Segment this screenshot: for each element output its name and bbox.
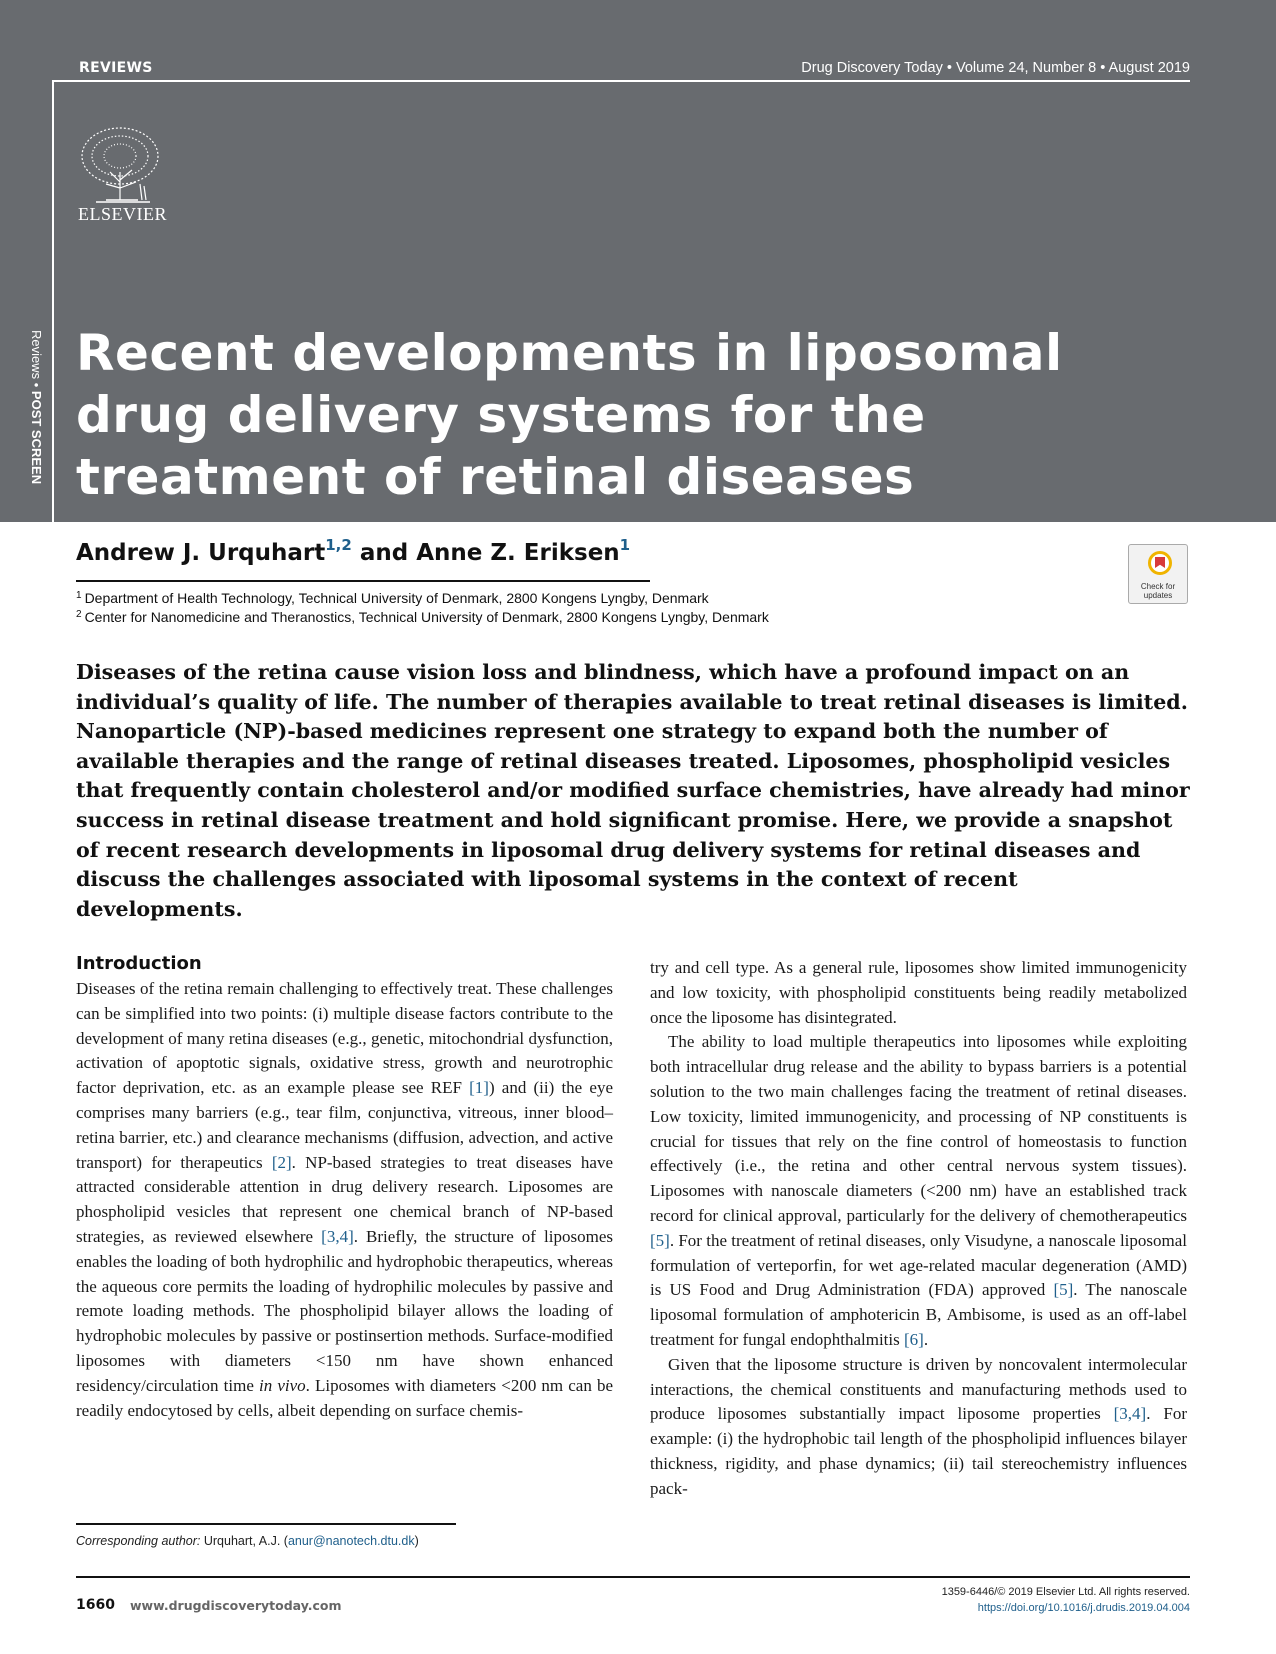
page-number: 1660: [76, 1597, 115, 1613]
reference-link-3-4[interactable]: [3,4]: [321, 1226, 354, 1246]
text-run: . Liposomes with diameters <200 nm can be readily endocytosed by cells, albeit depending on surface chemis-: [76, 1375, 613, 1420]
text-run: . Briefly, the structure of liposomes enables the loading of both hydrophilic and hydrophobic therapeutics, whereas the aqueous core permits the loading of hydrophilic molecules by passive and remote loading methods. The phospholipid bilayer allows the loading of hydrophobic molecules by passive or postinsertion methods. Surface-modified liposomes with diameters <150 nm have shown enhanced residency/circulation time: [76, 1226, 613, 1395]
reference-link-5[interactable]: [5]: [650, 1230, 670, 1250]
footnote-rule: [76, 1523, 456, 1525]
right-paragraph-1: try and cell type. As a general rule, liposomes show limited immunogenicity and low toxicity, with phospholipid constituents being readily metabolized once the liposome has disintegrated.: [650, 958, 1187, 1027]
copyright-block: [942, 1584, 1190, 1616]
right-paragraph-3: [650, 1353, 1187, 1502]
doi-link[interactable]: https://doi.org/10.1016/j.drudis.2019.04.004: [977, 1602, 1190, 1614]
reference-link-1[interactable]: [1]: [469, 1078, 489, 1098]
affiliation-2: [76, 609, 769, 625]
section-heading-introduction: Introduction: [76, 953, 202, 974]
footer-rule: [76, 1576, 1190, 1578]
title-line-3: treatment of retinal diseases: [76, 448, 915, 506]
corresponding-author-note: [76, 1534, 419, 1548]
text-run: ) and (ii) the eye comprises many barriers (e.g., tear film, conjunctiva, vitreous, inner blood–retina barrier, etc.) and clearance mechanisms (diffusion, advection, and active transport) for therapeutics: [76, 1078, 613, 1172]
side-section-tab: [26, 330, 46, 500]
text-run: . NP-based strategies to treat diseases have attracted considerable attention in drug delivery research. Liposomes are phospholipid vesicles that represent one chemical branch of NP-based strategies, as reviewed elsewhere: [76, 1152, 613, 1246]
author-rule: [76, 580, 650, 582]
affiliation-2-number: 2: [76, 609, 82, 620]
check-updates-label: Check for updates: [1140, 582, 1176, 600]
text-run: . For example: (i) the hydrophobic tail length of the phospholipid influences bilayer thickness, rigidity, and phase dynamics; (ii) tail stereochemistry influences pack-: [650, 1404, 1187, 1498]
reference-link-6[interactable]: [6]: [904, 1329, 924, 1349]
body-column-right: [650, 956, 1187, 1502]
reference-link-3-4b[interactable]: [3,4]: [1113, 1404, 1147, 1424]
journal-citation: Drug Discovery Today • Volume 24, Number 8 • August 2019: [801, 60, 1190, 76]
body-column-left: [76, 952, 613, 1423]
elsevier-wordmark: ELSEVIER: [78, 204, 167, 224]
check-updates-icon: [1148, 551, 1172, 575]
text-run: The ability to load multiple therapeutics into liposomes while exploiting both intracellular drug release and the ability to bypass barriers is a potential solution to the two main challenges facing the treatment of retinal diseases. Low toxicity, limited immunogenicity, and processing of NP constituents is crucial for tissues that rely on the fine control of homeostasis to function effectively (i.e., the retina and other central nervous system tissues). Liposomes with nanoscale diameters (<200 nm) have an established track record for clinical approval, particularly for the delivery of chemotherapeutics: [650, 1032, 1187, 1225]
author-2: Anne Z. Eriksen: [416, 540, 620, 566]
section-label: REVIEWS: [79, 60, 153, 76]
author-list: [76, 536, 630, 566]
author-1: Andrew J. Urquhart: [76, 540, 326, 566]
author-conjunction: and: [351, 540, 417, 566]
title-line-2: drug delivery systems for the: [76, 386, 926, 444]
corresponding-email-link[interactable]: anur@nanotech.dtu.dk: [287, 1534, 415, 1548]
text-run: . The nanoscale liposomal formulation of amphotericin B, Ambisome, is used as an off-label treatment for fungal endophthalmitis: [650, 1280, 1187, 1349]
author-2-affil-marker[interactable]: 1: [619, 536, 631, 554]
header-rule: [52, 80, 1190, 82]
paren-close: ): [414, 1534, 419, 1548]
side-tab-label: POST SCREEN: [29, 390, 44, 485]
check-for-updates-button[interactable]: [1128, 544, 1188, 604]
text-run: .: [923, 1329, 929, 1349]
reference-link-2[interactable]: [2]: [271, 1152, 292, 1172]
journal-website-link[interactable]: www.drugdiscoverytoday.com: [130, 1598, 342, 1613]
banner-side-rule: [52, 80, 54, 522]
text-run: Diseases of the retina remain challenging to effectively treat. These challenges can be simplified into two points: (i) multiple disease factors contribute to the development of many retina diseases (e.g., genetic, mitochondrial dysfunction, activation of apoptotic signals, oxidative stress, growth and neurotrophic factor deprivation, etc. as an example please see REF: [76, 979, 613, 1098]
italic-term: in vivo: [258, 1375, 306, 1395]
affiliation-1-text: Department of Health Technology, Technical University of Denmark, 2800 Kongens Lyngby, Denmark: [84, 590, 709, 606]
title-line-1: Recent developments in liposomal: [76, 324, 1063, 382]
text-run: . For the treatment of retinal diseases, only Visudyne, a nanoscale liposomal formulation of verteporfin, for wet age-related macular degeneration (AMD) is US Food and Drug Administration (FDA) approved: [650, 1230, 1187, 1300]
reference-link-5b[interactable]: [5]: [1053, 1280, 1074, 1300]
paren-open: (: [283, 1534, 288, 1548]
author-1-affil-marker[interactable]: 1,2: [325, 536, 352, 554]
copyright-text: 1359-6446/© 2019 Elsevier Ltd. All rights reserved.: [941, 1586, 1190, 1598]
corresponding-label: Corresponding author:: [76, 1534, 201, 1548]
right-paragraph-2: [650, 1030, 1187, 1352]
abstract: Diseases of the retina cause vision loss and blindness, which have a profound impact on an individual’s quality of life. The number of therapies available to treat retinal diseases is limited. Nanoparticle (NP)-based medicines represent one strategy to expand both the number of available therapies and the range of retinal diseases treated. Liposomes, phospholipid vesicles that frequently contain cholesterol and/or modified surface chemistries, have already had minor success in retinal disease treatment and hold significant promise. Here, we provide a snapshot of recent research developments in liposomal drug delivery systems for retinal diseases and discuss the challenges associated with liposomal systems in the context of recent developments.: [76, 660, 1190, 921]
affiliation-2-text: Center for Nanomedicine and Theranostics, Technical University of Denmark, 2800 Kongens Lyngby, Denmark: [84, 609, 769, 625]
corresponding-name: Urquhart, A.J.: [200, 1534, 284, 1548]
article-title: [76, 322, 1076, 508]
affiliation-1-number: 1: [76, 590, 82, 601]
side-tab-prefix: Reviews •: [29, 330, 44, 391]
intro-paragraph-1: [76, 977, 613, 1423]
text-run: Given that the liposome structure is driven by noncovalent intermolecular interactions, the chemical constituents and manufacturing methods used to produce liposomes substantially impact liposome properties: [650, 1354, 1187, 1424]
affiliation-1: [76, 590, 709, 606]
